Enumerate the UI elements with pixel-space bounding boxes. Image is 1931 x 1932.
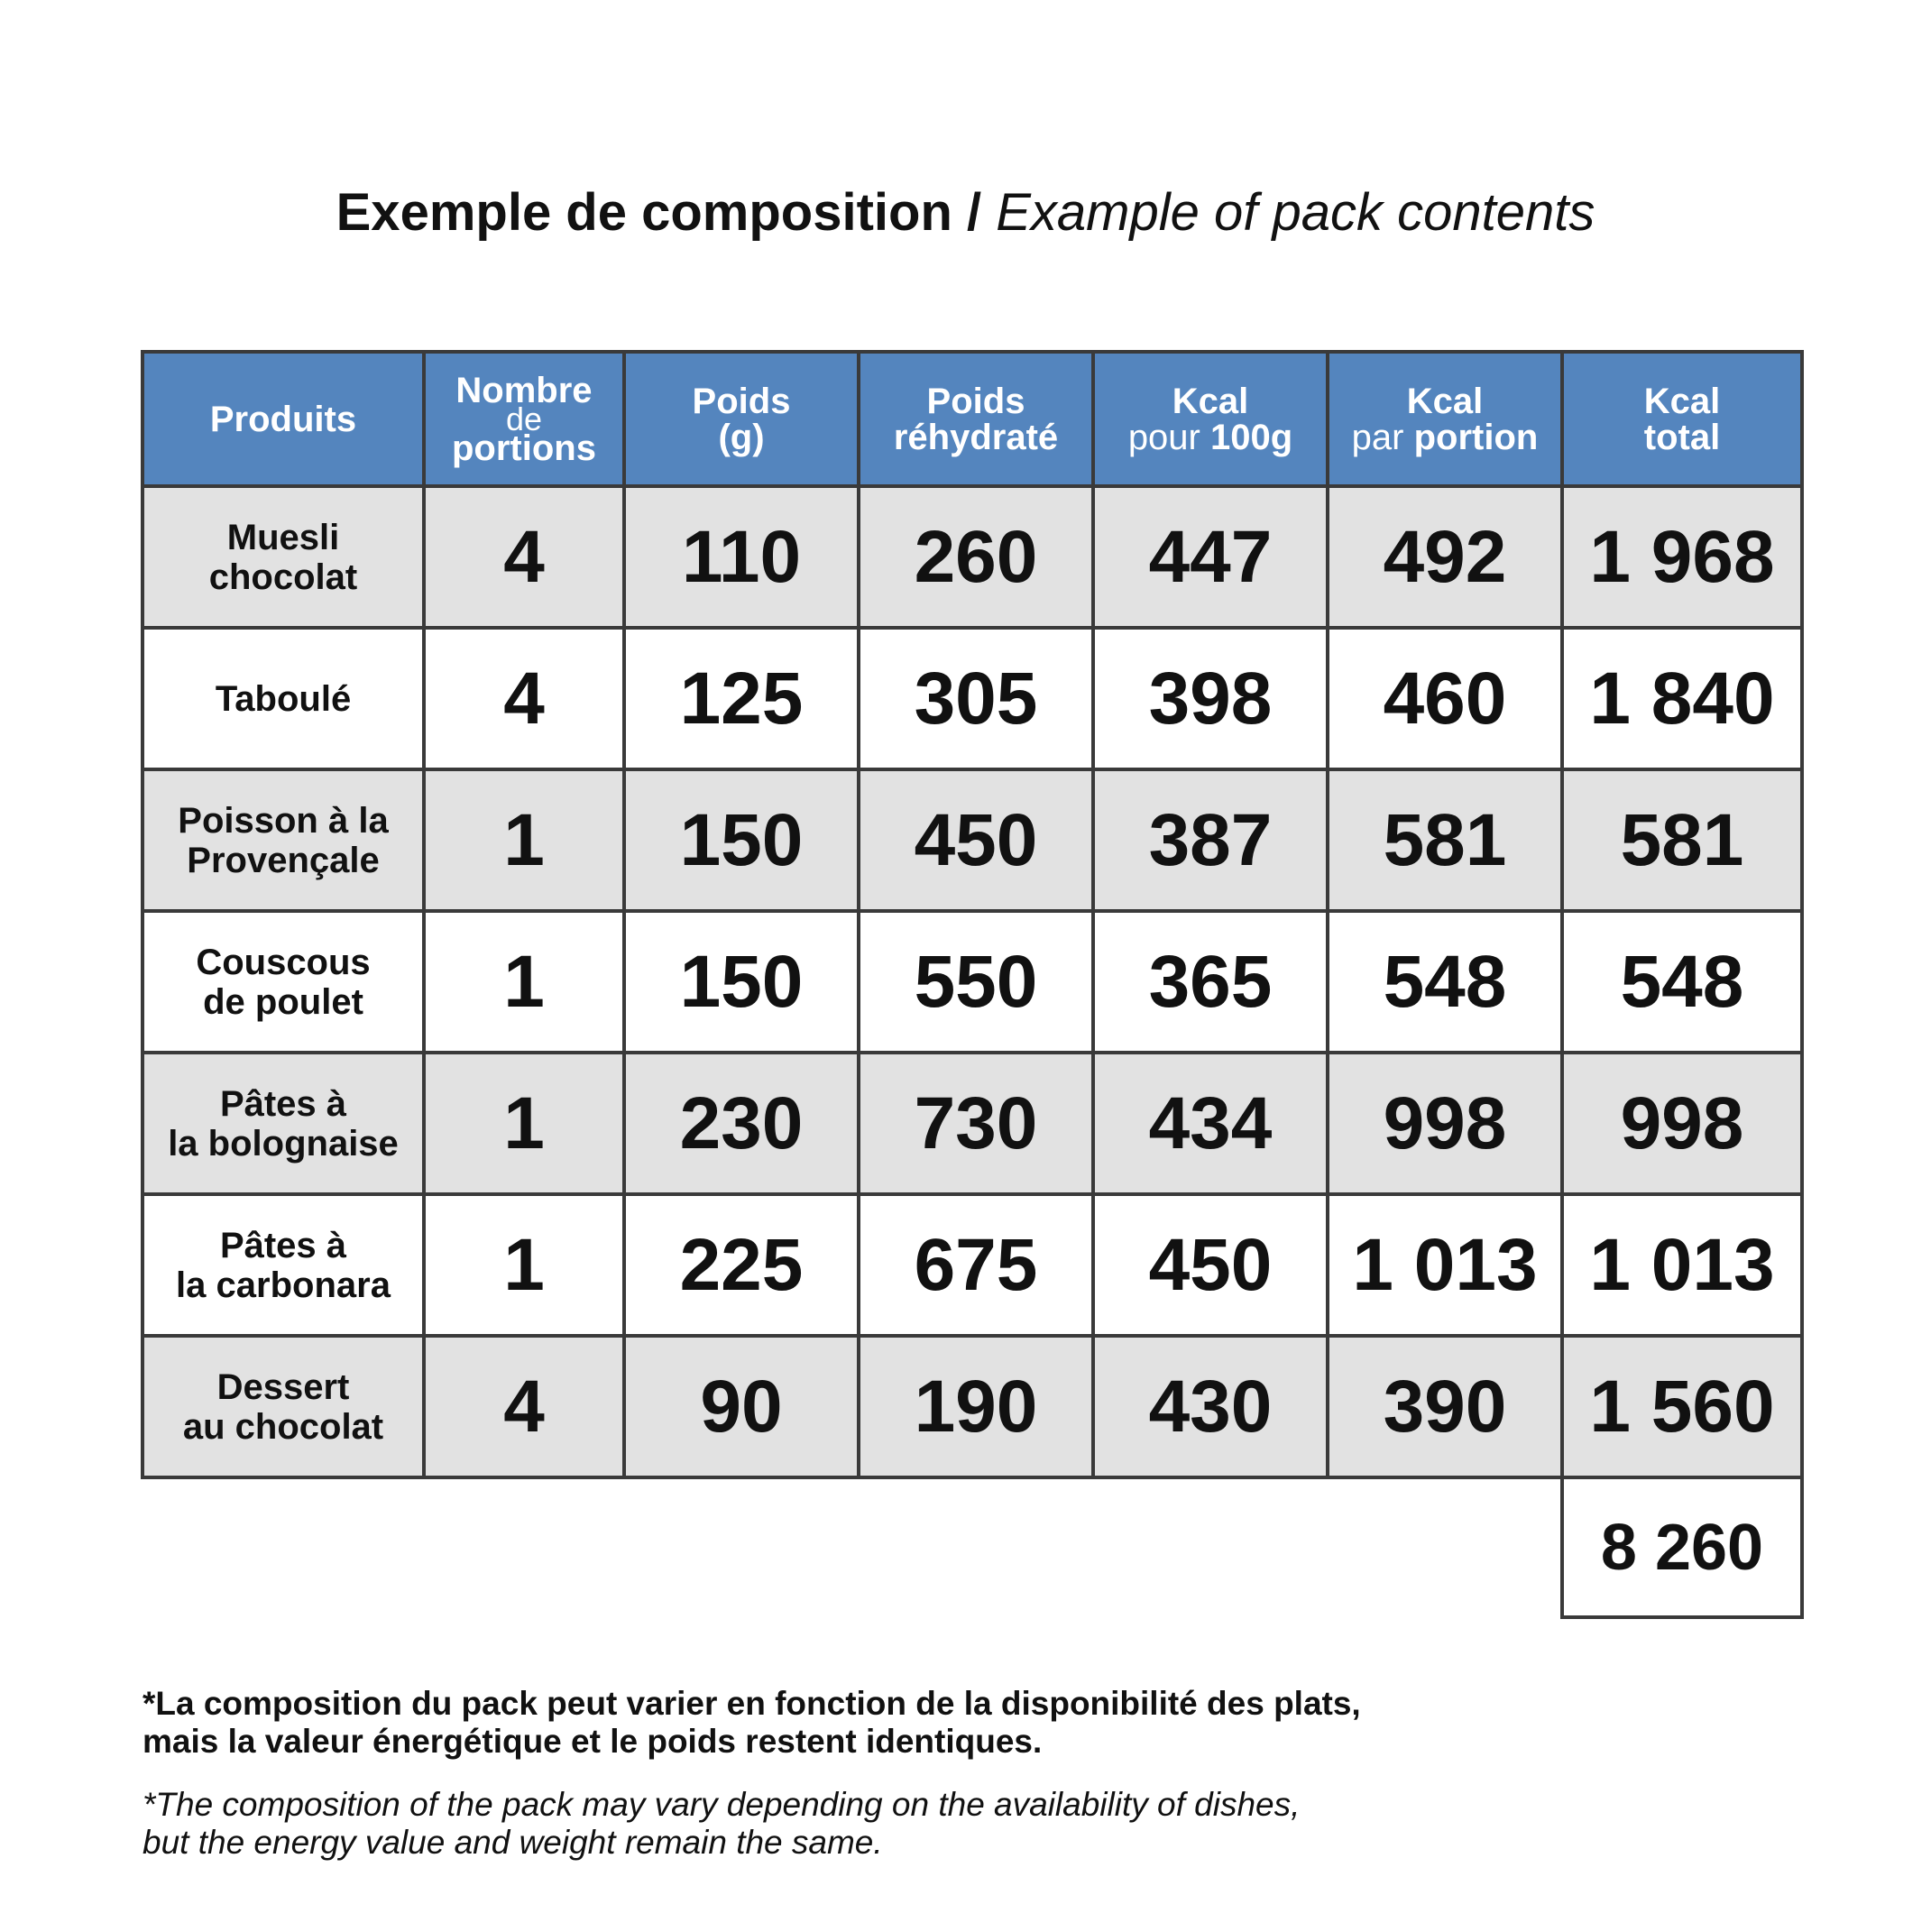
kcal-portion-cell: 492 [1328,486,1562,628]
kcal-portion-cell: 581 [1328,769,1562,911]
kcal-portion-cell: 548 [1328,911,1562,1053]
product-name: Pâtes à la carbonara [143,1194,424,1336]
product-name: Couscous de poulet [143,911,424,1053]
title-english: Example of pack contents [996,183,1595,242]
weight-cell: 150 [624,769,859,911]
header-portions: Nombre de portions [424,352,624,486]
kcal-total-cell: 548 [1562,911,1802,1053]
kcal-portion-cell: 998 [1328,1053,1562,1194]
rehydrated-cell: 260 [859,486,1093,628]
kcal-total-cell: 581 [1562,769,1802,911]
rehydrated-cell: 675 [859,1194,1093,1336]
product-name: Poisson à la Provençale [143,769,424,911]
kcal-100g-cell: 430 [1093,1336,1328,1477]
weight-cell: 230 [624,1053,859,1194]
header-products: Produits [143,352,424,486]
header-weight: Poids (g) [624,352,859,486]
kcal-portion-cell: 390 [1328,1336,1562,1477]
kcal-100g-cell: 434 [1093,1053,1328,1194]
kcal-portion-cell: 460 [1328,628,1562,769]
rehydrated-cell: 450 [859,769,1093,911]
table-row [143,1053,1802,1194]
page-title [0,180,1931,245]
grand-total-spacer [143,1477,1562,1617]
table-header-row [143,352,1802,486]
rehydrated-cell: 550 [859,911,1093,1053]
portions-cell: 4 [424,486,624,628]
kcal-total-cell: 1 968 [1562,486,1802,628]
product-name: Dessert au chocolat [143,1336,424,1477]
weight-cell: 110 [624,486,859,628]
header-kcal-per-portion: Kcal par portion [1328,352,1562,486]
kcal-total-cell: 1 013 [1562,1194,1802,1336]
disclaimer-french: *La composition du pack peut varier en fonction de la disponibilité des plats, mais la valeur énergétique et le poids restent identiques. [143,1685,1361,1760]
grand-total-row [143,1477,1802,1617]
portions-cell: 1 [424,769,624,911]
kcal-100g-cell: 398 [1093,628,1328,769]
title-french: Exemple de composition / [336,183,982,242]
portions-cell: 1 [424,1053,624,1194]
table-row [143,911,1802,1053]
table-row [143,769,1802,911]
rehydrated-cell: 305 [859,628,1093,769]
grand-total-cell: 8 260 [1562,1477,1802,1617]
header-kcal-per-100g: Kcal pour 100g [1093,352,1328,486]
rehydrated-cell: 730 [859,1053,1093,1194]
table-row [143,628,1802,769]
weight-cell: 150 [624,911,859,1053]
product-name: Muesli chocolat [143,486,424,628]
weight-cell: 125 [624,628,859,769]
weight-cell: 225 [624,1194,859,1336]
rehydrated-cell: 190 [859,1336,1093,1477]
header-rehydrated-weight: Poids réhydraté [859,352,1093,486]
portions-cell: 1 [424,911,624,1053]
kcal-total-cell: 1 840 [1562,628,1802,769]
disclaimer-english: *The composition of the pack may vary depending on the availability of dishes, but the energy value and weight remain the same. [143,1786,1301,1861]
kcal-total-cell: 998 [1562,1053,1802,1194]
kcal-100g-cell: 450 [1093,1194,1328,1336]
kcal-total-cell: 1 560 [1562,1336,1802,1477]
table-row [143,486,1802,628]
kcal-portion-cell: 1 013 [1328,1194,1562,1336]
kcal-100g-cell: 387 [1093,769,1328,911]
table-row [143,1336,1802,1477]
portions-cell: 1 [424,1194,624,1336]
pack-contents-table [141,350,1804,1619]
product-name: Pâtes à la bolognaise [143,1053,424,1194]
weight-cell: 90 [624,1336,859,1477]
product-name: Taboulé [143,628,424,769]
table-row [143,1194,1802,1336]
header-kcal-total: Kcal total [1562,352,1802,486]
portions-cell: 4 [424,1336,624,1477]
kcal-100g-cell: 447 [1093,486,1328,628]
portions-cell: 4 [424,628,624,769]
kcal-100g-cell: 365 [1093,911,1328,1053]
